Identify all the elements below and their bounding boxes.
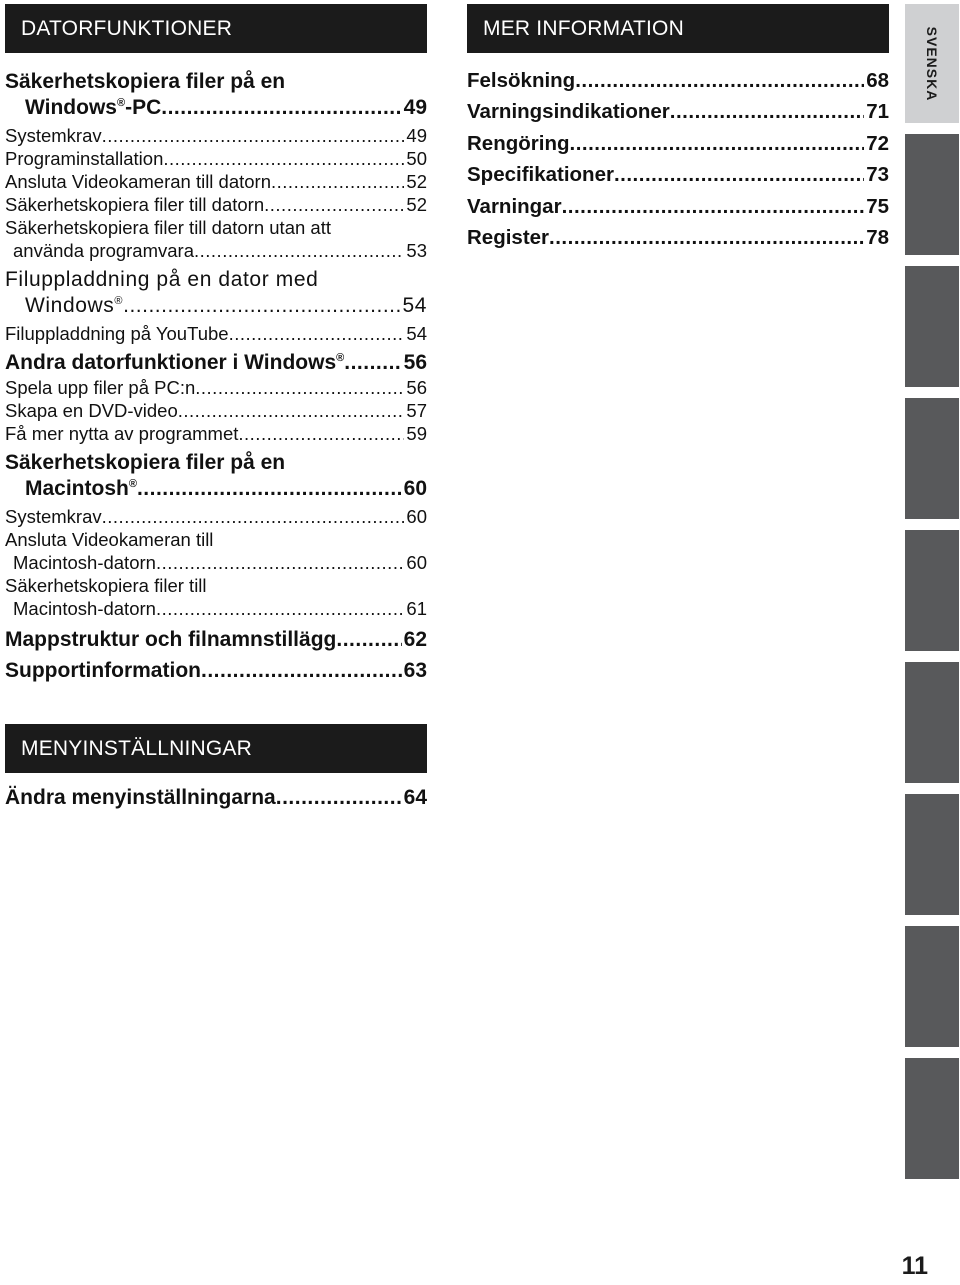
toc-entry[interactable] <box>5 505 427 528</box>
toc-entry-page: 72 <box>866 131 889 155</box>
menyinstallningar-section <box>5 724 427 811</box>
tab-label: SVENSKA <box>924 26 940 101</box>
toc-entry-page: 53 <box>406 240 427 261</box>
dot-leader <box>570 128 865 159</box>
toc-entry-page: 61 <box>406 598 427 619</box>
toc-entry[interactable] <box>5 528 427 574</box>
toc-entry[interactable] <box>5 124 427 147</box>
toc-entry-title: Programinstallation <box>5 148 164 169</box>
toc-entry-page: 64 <box>403 786 427 809</box>
toc-entry-title: Andra datorfunktioner i Windows® <box>5 351 345 374</box>
registered-mark: ® <box>116 97 126 109</box>
toc-entry[interactable] <box>5 399 427 422</box>
dot-leader <box>102 505 405 528</box>
toc-entry-page: 56 <box>403 351 427 374</box>
toc-list <box>5 69 427 684</box>
toc-entry[interactable] <box>5 170 427 193</box>
toc-entry-page: 59 <box>406 423 427 444</box>
toc-entry-page: 78 <box>866 226 889 250</box>
toc-entry[interactable] <box>5 785 427 811</box>
dot-leader <box>229 322 405 345</box>
toc-entry-title: Supportinformation <box>5 659 201 682</box>
toc-entry-title: Macintosh-datorn <box>13 598 156 619</box>
toc-entry-title: Spela upp filer på PC:n <box>5 377 196 398</box>
dot-leader <box>201 658 402 684</box>
toc-entry-title: Filuppladdning på en dator med <box>5 268 319 291</box>
toc-entry-page: 54 <box>406 323 427 344</box>
toc-entry[interactable] <box>467 222 889 253</box>
toc-entry[interactable] <box>5 216 427 262</box>
registered-mark: ® <box>128 478 137 490</box>
toc-entry-page: 49 <box>403 96 427 119</box>
toc-entry-page: 54 <box>402 294 427 317</box>
toc-entry-title: Säkerhetskopiera filer till datorn utan att <box>5 217 331 238</box>
toc-entry[interactable] <box>5 627 427 653</box>
toc-entry-title: Skapa en DVD-video <box>5 400 178 421</box>
dot-leader <box>156 551 404 574</box>
toc-entry-title: Felsökning <box>467 69 576 92</box>
tab-language[interactable] <box>905 530 959 651</box>
toc-entry[interactable] <box>5 450 427 502</box>
tab-language[interactable] <box>905 926 959 1047</box>
dot-leader <box>264 193 404 216</box>
toc-entry[interactable] <box>5 658 427 684</box>
dot-leader <box>238 422 404 445</box>
toc-list <box>5 785 427 811</box>
tab-language[interactable] <box>905 794 959 915</box>
toc-entry-page: 62 <box>403 628 427 651</box>
toc-entry-title: Ansluta Videokameran till datorn <box>5 171 272 192</box>
toc-entry-title: Specifikationer <box>467 163 614 187</box>
toc-entry-title: Säkerhetskopiera filer på en <box>5 70 286 93</box>
toc-entry[interactable] <box>5 69 427 121</box>
toc-entry-title: använda programvara <box>13 240 194 261</box>
dot-leader <box>137 476 402 502</box>
toc-entry-page: 56 <box>406 377 427 398</box>
dot-leader <box>161 95 401 121</box>
section-header-mer-information: MER INFORMATION <box>467 4 889 53</box>
tab-language[interactable] <box>905 662 959 783</box>
toc-entry-page: 60 <box>406 552 427 573</box>
toc-entry[interactable] <box>467 128 889 159</box>
toc-entry-page: 49 <box>406 125 427 146</box>
toc-entry-title: Varningar <box>467 194 562 218</box>
dot-leader <box>156 597 404 620</box>
toc-entry[interactable] <box>5 322 427 345</box>
toc-entry-title: Ändra menyinställningarna <box>5 786 276 809</box>
toc-entry-title: Varningsindikationer <box>467 100 670 124</box>
toc-entry-title: Register <box>467 226 550 250</box>
toc-entry-title: Macintosh-datorn <box>13 552 156 573</box>
dot-leader <box>123 293 400 319</box>
mer-information-section <box>467 4 889 253</box>
toc-entry[interactable] <box>5 193 427 216</box>
toc-entry[interactable] <box>5 147 427 170</box>
language-tabs <box>905 4 959 1190</box>
dot-leader <box>271 170 404 193</box>
toc-entry-page: 60 <box>406 506 427 527</box>
dot-leader <box>194 239 404 262</box>
toc-entry[interactable] <box>5 267 427 319</box>
toc-entry-title: Systemkrav <box>5 506 102 527</box>
dot-leader <box>102 124 405 147</box>
toc-entry-title: Macintosh® <box>25 477 137 500</box>
toc-entry-title: Mappstruktur och filnamnstillägg <box>5 628 337 651</box>
toc-entry-page: 75 <box>866 194 889 218</box>
tab-language[interactable] <box>905 398 959 519</box>
page-number: 11 <box>901 1252 928 1280</box>
toc-entry[interactable] <box>467 65 889 96</box>
toc-entry-page: 63 <box>403 659 427 682</box>
toc-entry-title: Säkerhetskopiera filer till <box>5 575 207 596</box>
toc-entry[interactable] <box>467 191 889 222</box>
toc-entry-page: 57 <box>406 400 427 421</box>
toc-entry-title: Windows® <box>25 294 124 317</box>
toc-entry[interactable] <box>5 422 427 445</box>
toc-entry-title: Säkerhetskopiera filer på en <box>5 451 286 474</box>
toc-entry-title: Windows®-PC <box>25 96 162 119</box>
toc-entry[interactable] <box>5 350 427 376</box>
toc-entry-page: 71 <box>866 100 889 124</box>
toc-entry-title: Ansluta Videokameran till <box>5 529 214 550</box>
toc-entry[interactable] <box>5 376 427 399</box>
toc-entry-title: Säkerhetskopiera filer till datorn <box>5 194 265 215</box>
dot-leader <box>336 627 401 653</box>
dot-leader <box>344 350 401 376</box>
dot-leader <box>163 147 404 170</box>
toc-entry-title: Rengöring <box>467 131 570 155</box>
toc-entry-title: Systemkrav <box>5 125 102 146</box>
tab-language[interactable] <box>905 134 959 255</box>
tab-language[interactable] <box>905 1058 959 1179</box>
dot-leader <box>575 65 864 96</box>
toc-entry-page: 68 <box>866 69 889 92</box>
toc-entry-page: 52 <box>406 171 427 192</box>
toc-entry[interactable] <box>467 159 889 190</box>
toc-entry-title: Få mer nytta av programmet <box>5 423 239 444</box>
section-header-menyinstallningar: MENYINSTÄLLNINGAR <box>5 724 427 773</box>
datorfunktioner-section <box>5 4 427 684</box>
registered-mark: ® <box>336 352 345 364</box>
toc-entry-page: 50 <box>406 148 427 169</box>
dot-leader <box>276 785 402 811</box>
toc-entry-page: 60 <box>403 477 427 500</box>
registered-mark: ® <box>114 295 124 307</box>
dot-leader <box>178 399 405 422</box>
toc-entry[interactable] <box>5 574 427 620</box>
dot-leader <box>562 191 865 222</box>
toc-entry-page: 52 <box>406 194 427 215</box>
toc-list <box>467 65 889 253</box>
tab-svenska[interactable] <box>905 4 959 123</box>
toc-entry-title: Filuppladdning på YouTube <box>5 323 229 344</box>
dot-leader <box>670 96 864 127</box>
tab-language[interactable] <box>905 266 959 387</box>
toc-entry[interactable] <box>467 96 889 127</box>
dot-leader <box>549 222 864 253</box>
dot-leader <box>614 159 864 190</box>
dot-leader <box>195 376 404 399</box>
section-header-datorfunktioner: DATORFUNKTIONER <box>5 4 427 53</box>
toc-entry-page: 73 <box>866 163 889 187</box>
